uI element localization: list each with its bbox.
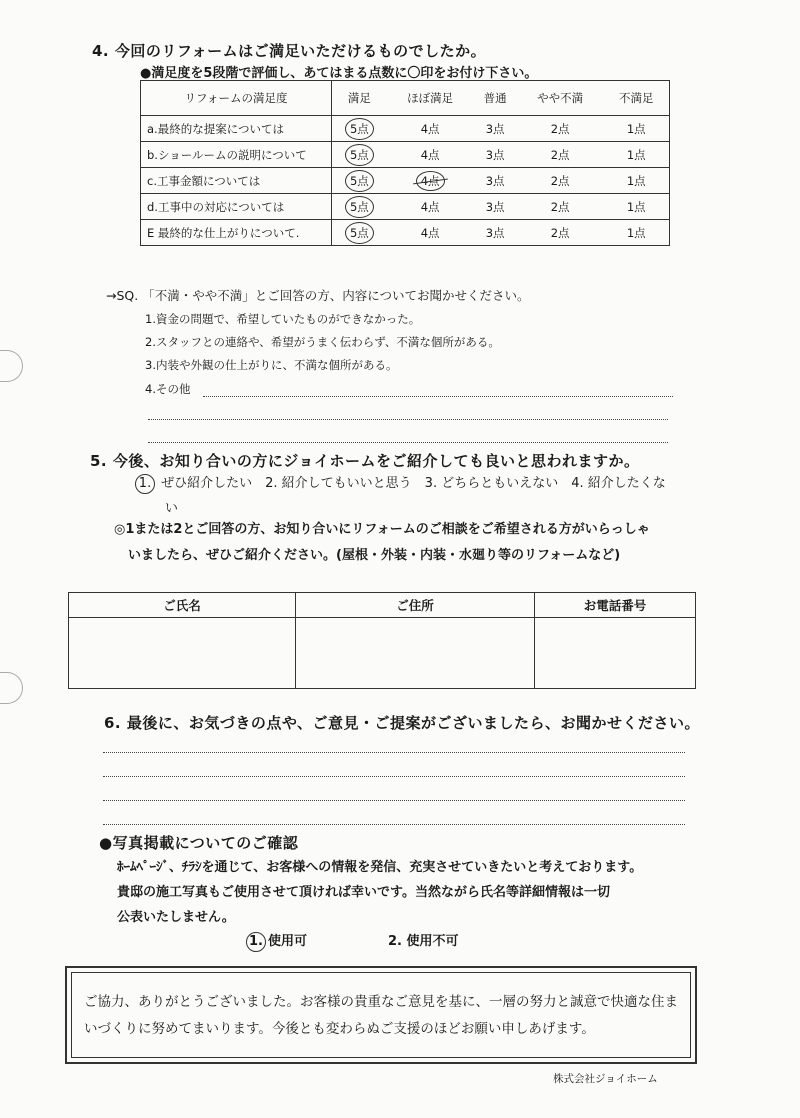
score-cell[interactable] [332, 220, 387, 246]
score-cell[interactable]: 1点 [603, 116, 669, 142]
header-mostly-satisfied: ほぼ満足 [387, 81, 474, 116]
score-cell[interactable]: 1点 [603, 142, 669, 168]
satisfaction-row [141, 194, 670, 220]
contact-header-name: ご氏名 [69, 593, 296, 618]
score-cell[interactable]: 2点 [517, 142, 604, 168]
sq-other-line[interactable] [203, 396, 673, 397]
row-label: b.ショールームの説明について [141, 142, 332, 168]
score-circled[interactable]: 5点 [345, 170, 374, 192]
company-name: 株式会社ジョイホーム [553, 1073, 658, 1085]
sq-option-1[interactable]: 1.資金の問題で、希望していたものができなかった。 [145, 312, 421, 326]
q6-answer-line[interactable] [103, 776, 685, 777]
sq-option-2[interactable]: 2.スタッフとの連絡や、希望がうまく伝わらず、不満な個所がある。 [145, 335, 500, 349]
score-cell[interactable]: 3点 [473, 168, 516, 194]
score-cell[interactable]: 3点 [473, 142, 516, 168]
row-label: c.工事金額については [141, 168, 332, 194]
score-cell[interactable]: 2点 [517, 168, 604, 194]
score-cell[interactable] [332, 142, 387, 168]
q5-note-line2: いましたら、ぜひご紹介ください。(屋根・外装・内装・水廻り等のリフォームなど) [128, 548, 621, 563]
photo-line3: 公表いたしません。 [117, 910, 235, 925]
header-neutral: 普通 [473, 81, 516, 116]
header-category: リフォームの満足度 [141, 81, 332, 116]
score-cell[interactable]: 4点 [387, 142, 474, 168]
score-cell[interactable] [332, 116, 387, 142]
q5-options-line1: ぜひ紹介したい 2. 紹介してもいいと思う 3. どちらともいえない 4. 紹介したくな [161, 476, 666, 491]
photo-line2: 貴邸の施工写真もご使用させて頂ければ幸いです。当然ながら氏名等詳細情報は一切 [117, 885, 610, 900]
score-cell[interactable]: 2点 [517, 116, 604, 142]
satisfaction-row [141, 116, 670, 142]
sq-answer-line[interactable] [148, 419, 668, 420]
q5-note-line1: ◎1または2とご回答の方、お知り合いにリフォームのご相談をご希望される方がいらっしゃ [114, 522, 650, 537]
q5-options[interactable] [135, 473, 666, 495]
closing-box [65, 966, 697, 1064]
photo-option-1-label: 使用可 [268, 934, 308, 949]
score-cell[interactable]: 4点 [387, 116, 474, 142]
photo-option-2[interactable]: 2. 使用不可 [388, 934, 459, 949]
score-cell[interactable]: 3点 [473, 220, 516, 246]
score-cell[interactable] [332, 168, 387, 194]
q6-title: 6. 最後に、お気づきの点や、ご意見・ご提案がございましたら、お聞かせください。 [104, 714, 701, 732]
q5-options-line2: い [165, 501, 179, 516]
score-circled[interactable]: 5点 [345, 144, 374, 166]
score-struck[interactable]: 4点 [416, 171, 445, 191]
q6-answer-line[interactable] [103, 824, 685, 825]
score-cell[interactable]: 3点 [473, 116, 516, 142]
satisfaction-row [141, 142, 670, 168]
sq-option-4[interactable]: 4.その他 [145, 382, 191, 396]
score-cell[interactable]: 1点 [603, 194, 669, 220]
header-somewhat-dissatisfied: やや不満 [517, 81, 604, 116]
contact-name-field[interactable] [69, 618, 296, 689]
photo-title: ●写真掲載についてのご確認 [99, 834, 299, 852]
score-circled[interactable]: 5点 [345, 196, 374, 218]
score-cell[interactable]: 3点 [473, 194, 516, 220]
score-cell[interactable]: 4点 [387, 194, 474, 220]
satisfaction-row [141, 168, 670, 194]
photo-line1: ﾎｰﾑﾍﾟｰｼﾞ、ﾁﾗｼを通じて、お客様への情報を発信、充実させていきたいと考えております。 [117, 860, 643, 875]
score-cell[interactable]: 1点 [603, 168, 669, 194]
contact-phone-field[interactable] [535, 618, 696, 689]
score-cell[interactable]: 1点 [603, 220, 669, 246]
row-label: d.工事中の対応については [141, 194, 332, 220]
row-label: a.最終的な提案については [141, 116, 332, 142]
score-circled[interactable]: 5点 [345, 222, 374, 244]
row-label: E 最終的な仕上がりについて. [141, 220, 332, 246]
score-circled[interactable]: 5点 [345, 118, 374, 140]
q5-option-1-circled[interactable]: 1. [135, 474, 155, 494]
contact-header-address: ご住所 [296, 593, 535, 618]
sq-answer-line[interactable] [148, 442, 668, 443]
q6-answer-line[interactable] [103, 800, 685, 801]
q6-answer-line[interactable] [103, 752, 685, 753]
contact-header-phone: お電話番号 [535, 593, 696, 618]
satisfaction-table [140, 80, 670, 246]
satisfaction-header-row [141, 81, 670, 116]
sq-option-3[interactable]: 3.内装や外観の仕上がりに、不満な個所がある。 [145, 358, 398, 372]
contact-address-field[interactable] [296, 618, 535, 689]
photo-option-1-circled[interactable]: 1. [246, 932, 266, 952]
satisfaction-row [141, 220, 670, 246]
score-cell[interactable] [332, 194, 387, 220]
q4-title: 4. 今回のリフォームはご満足いただけるものでしたか。 [92, 42, 487, 60]
punch-hole-bottom [0, 672, 23, 704]
header-dissatisfied: 不満足 [603, 81, 669, 116]
punch-hole-top [0, 350, 23, 382]
referral-contact-table [68, 592, 696, 689]
sq-title: →SQ. 「不満・やや不満」とご回答の方、内容についてお聞かせください。 [106, 288, 530, 303]
q5-title: 5. 今後、お知り合いの方にジョイホームをご紹介しても良いと思われますか。 [90, 452, 640, 470]
score-cell[interactable] [387, 168, 474, 194]
score-cell[interactable]: 4点 [387, 220, 474, 246]
header-satisfied: 満足 [332, 81, 387, 116]
score-cell[interactable]: 2点 [517, 194, 604, 220]
closing-message: ご協力、ありがとうございました。お客様の貴重なご意見を基に、一層の努力と誠意で快適な住まいづくりに努めてまいります。今後とも変わらぬご支援のほどお願い申しあげます。 [71, 972, 691, 1058]
score-cell[interactable]: 2点 [517, 220, 604, 246]
q4-instruction: ●満足度を5段階で評価し、あてはまる点数に〇印をお付け下さい。 [140, 66, 538, 81]
photo-option-1[interactable] [246, 930, 307, 952]
